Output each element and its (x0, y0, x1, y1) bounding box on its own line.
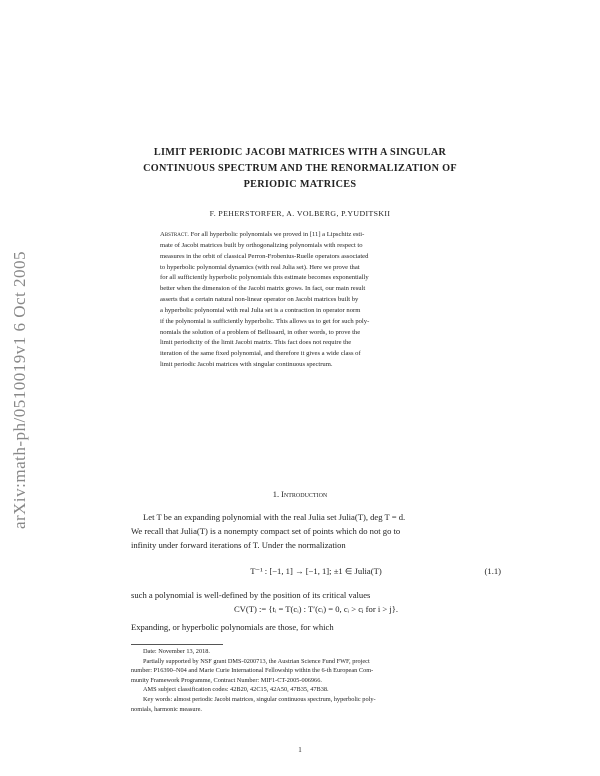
abstract-line: limit periodic Jacobi matrices with singular continuous spectrum. (160, 361, 333, 369)
equation-expression: CV(T) := {tᵢ = T(cᵢ) : T′(cᵢ) = 0, cᵢ > cⱼ for i > j}. (233, 604, 399, 614)
equation-number: (1.1) (484, 566, 501, 576)
abstract-line: measures in the orbit of classical Perron-Frobenius-Ruelle operators associated (160, 252, 369, 260)
footnote-line: AMS subject classification codes: 42B20, 42C15, 42A50, 47B35, 47B38. (143, 686, 329, 694)
title-line: PERIODIC MATRICES (243, 179, 357, 190)
text-line: Let T be an expanding polynomial with the real Julia set Julia(T), deg T = d. (143, 512, 406, 522)
title-line: LIMIT PERIODIC JACOBI MATRICES WITH A SINGULAR (153, 147, 447, 158)
abstract-line: For all hyperbolic polynomials we proved in [11] a Lipschitz esti- (190, 231, 365, 238)
abstract (160, 230, 450, 371)
title-line: CONTINUOUS SPECTRUM AND THE RENORMALIZATION OF (143, 163, 457, 174)
abstract-label: Abstract. (160, 231, 189, 238)
abstract-line: mate of Jacobi matrices built by orthogonalizing polynomials with respect to (160, 241, 363, 249)
footnote-line: number: P16390–N04 and Marie Curie International Fellowship within the 6-th European Com- (131, 667, 374, 675)
authors: F. PEHERSTORFER, A. VOLBERG, P.YUDITSKII (209, 209, 391, 218)
abstract-line: better when the dimension of the Jacobi matrix grows. In fact, our main result (160, 285, 366, 293)
footnotes (131, 647, 501, 714)
text-line: Expanding, or hyperbolic polynomials are those, for which (131, 622, 334, 632)
footnote-rule (131, 644, 223, 645)
arxiv-identifier (2, 200, 38, 580)
section-heading: 1. Introduction (272, 490, 328, 499)
footnote-date: Date: November 13, 2018. (143, 648, 210, 655)
abstract-line: limit periodicity of the limit Jacobi matrix. This fact does not require the (160, 339, 352, 347)
abstract-line: asserts that a certain natural non-linear operator on Jacobi matrices built by (160, 296, 359, 304)
paragraph-critical (131, 588, 501, 602)
text-line: We recall that Julia(T) is a nonempty compact set of points which do not go to (131, 526, 401, 536)
paragraph-intro (131, 510, 501, 552)
abstract-line: iteration of the same fixed polynomial, and therefore it gives a wide class of (160, 350, 361, 358)
equation-1-1 (131, 566, 501, 580)
page-number: 1 (298, 746, 302, 754)
footnote-line: nomials, harmonic measure. (131, 705, 202, 713)
abstract-line: to hyperbolic polynomial dynamics (with real Julia set). Here we prove that (160, 263, 360, 271)
abstract-line: for all sufficiently hyperbolic polynomials this estimate becomes exponentially (160, 274, 369, 282)
equation-cv (131, 604, 501, 618)
paragraph-hyperbolic (131, 620, 501, 634)
footnote-line: Key words: almost periodic Jacobi matrices, singular continuous spectrum, hyperbolic poly- (143, 695, 376, 703)
abstract-first-line (160, 230, 450, 241)
text-line: such a polynomial is well-defined by the position of its critical values (131, 590, 371, 600)
text-line: infinity under forward iterations of T. Under the normalization (131, 540, 346, 550)
paper-title (110, 145, 490, 193)
abstract-line: a hyperbolic polynomial with real Julia set is a contraction in operator norm (160, 306, 361, 314)
equation-expression: T⁻¹ : [−1, 1] → [−1, 1]; ±1 ∈ Julia(T) (250, 566, 382, 576)
footnote-line: munity Framework Programme, Contract Number: MIF1-CT-2005-006966. (131, 676, 322, 684)
abstract-line: nomials the solution of a problem of Bellissard, in other words, to prove the (160, 328, 361, 336)
footnote-line: Partially supported by NSF grant DMS-0200713, the Austrian Science Fund FWF, project (143, 657, 370, 665)
abstract-line: if the polynomial is sufficiently hyperbolic. This allows us to get for such poly- (160, 317, 370, 325)
arxiv-identifier-text: arXiv:math-ph/0510019v1 6 Oct 2005 (10, 250, 30, 530)
